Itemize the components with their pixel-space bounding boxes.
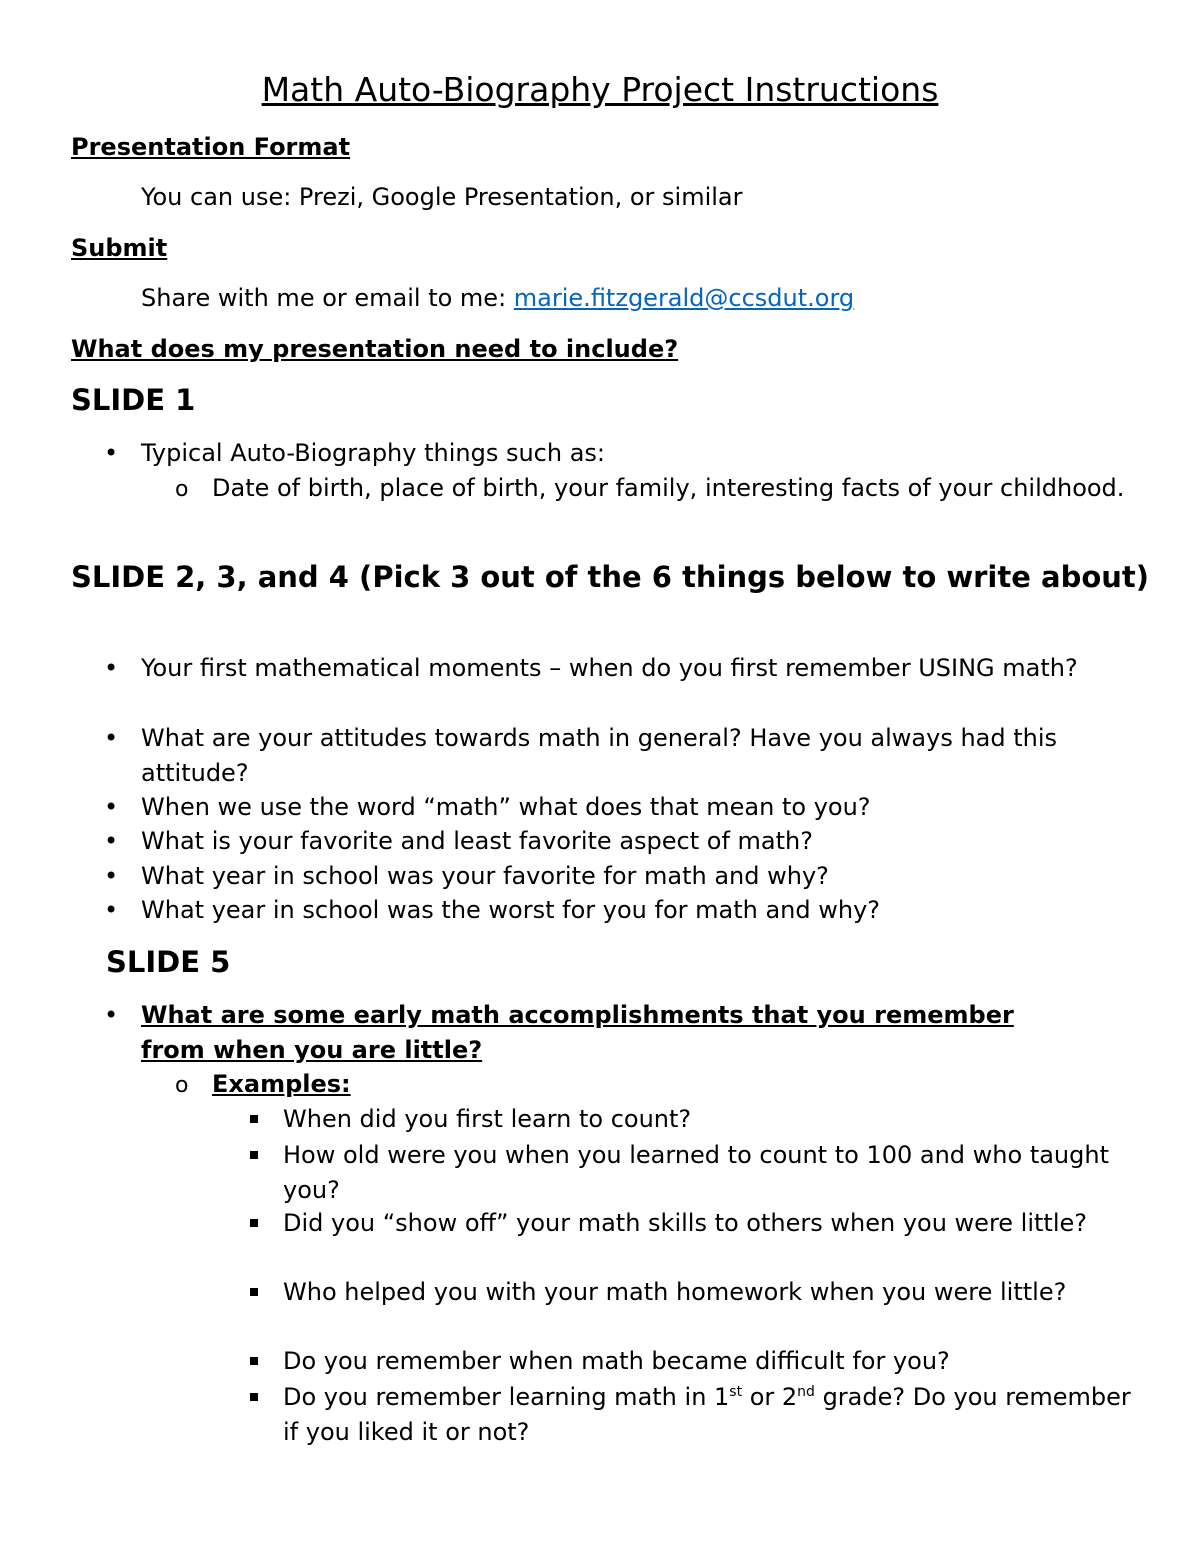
bullet-icon: • <box>104 439 119 467</box>
slide-1-bullet: Typical Auto-Biography things such as: <box>141 439 606 467</box>
hollow-bullet-icon: o <box>175 477 189 502</box>
example-item: How old were you when you learned to count to 100 and who taught you? <box>283 1141 1109 1204</box>
example-item: When did you first learn to count? <box>283 1105 692 1133</box>
document-title: Math Auto-Biography Project Instructions <box>261 70 939 109</box>
list-item: What are your attitudes towards math in general? Have you always had this attitude? <box>141 724 1058 787</box>
bullet-icon: • <box>104 827 119 855</box>
example-text: Do you remember learning math in 1 <box>283 1383 730 1411</box>
slide-5-heading: SLIDE 5 <box>106 945 231 979</box>
include-heading: What does my presentation need to include? <box>71 335 679 363</box>
bullet-icon: • <box>104 862 119 890</box>
superscript: st <box>729 1384 743 1400</box>
square-bullet-icon <box>250 1138 258 1159</box>
example-item: Who helped you with your math homework when you were little? <box>283 1278 1067 1306</box>
square-bullet-icon <box>250 1275 258 1296</box>
slide-2-4-heading: SLIDE 2, 3, and 4 (Pick 3 out of the 6 things below to write about) <box>71 560 1150 594</box>
example-item: Do you remember when math became difficult for you? <box>283 1347 950 1375</box>
submit-heading: Submit <box>71 234 168 262</box>
bullet-icon: • <box>104 793 119 821</box>
examples-label: Examples: <box>212 1070 351 1098</box>
superscript: nd <box>797 1384 815 1400</box>
list-item: Your first mathematical moments – when do you first remember USING math? <box>141 654 1078 682</box>
bullet-icon: • <box>104 724 119 752</box>
square-bullet-icon <box>250 1344 258 1365</box>
list-item: What year in school was the worst for you for math and why? <box>141 896 881 924</box>
square-bullet-icon <box>250 1380 258 1401</box>
submit-instruction: Share with me or email to me: <box>141 284 514 312</box>
presentation-format-heading: Presentation Format <box>71 133 351 161</box>
list-item: When we use the word “math” what does that mean to you? <box>141 793 871 821</box>
bullet-icon: • <box>104 1001 119 1029</box>
square-bullet-icon <box>250 1206 258 1227</box>
bullet-icon: • <box>104 654 119 682</box>
hollow-bullet-icon: o <box>175 1073 189 1098</box>
slide-1-sub-bullet: Date of birth, place of birth, your family, interesting facts of your childhood. <box>212 474 1125 502</box>
list-item: What is your favorite and least favorite aspect of math? <box>141 827 813 855</box>
submit-text <box>141 283 854 313</box>
slide-1-heading: SLIDE 1 <box>71 383 196 417</box>
example-text: grade? Do you remember if you liked it or not? <box>283 1383 1131 1446</box>
bullet-icon: • <box>104 896 119 924</box>
list-item: What year in school was your favorite for math and why? <box>141 862 829 890</box>
example-text: or 2 <box>742 1383 798 1411</box>
example-item-grades <box>283 1380 1143 1449</box>
slide-5-bullet: What are some early math accomplishments that you remember from when you are little? <box>141 1001 1014 1064</box>
presentation-format-text: You can use: Prezi, Google Presentation, or similar <box>141 183 743 211</box>
square-bullet-icon <box>250 1102 258 1123</box>
email-link[interactable]: marie.fitzgerald@ccsdut.org <box>513 284 855 312</box>
example-item: Did you “show off” your math skills to others when you were little? <box>283 1209 1087 1237</box>
